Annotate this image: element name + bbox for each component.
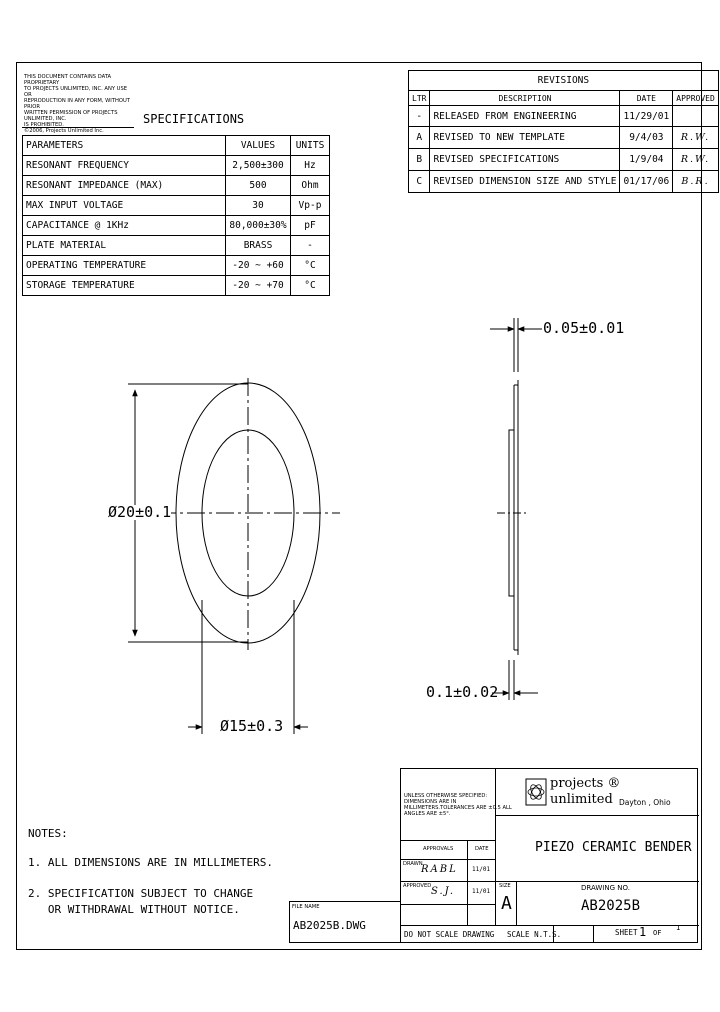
spec-unit: °C: [291, 256, 330, 276]
drawing-no-label: DRAWING NO.: [581, 884, 630, 892]
spec-value: 500: [226, 176, 291, 196]
rev-date: 1/9/04: [620, 149, 673, 171]
spec-parameter: PLATE MATERIAL: [23, 236, 226, 256]
spec-value: BRASS: [226, 236, 291, 256]
note-item: OR WITHDRAWAL WITHOUT NOTICE.: [28, 903, 240, 916]
file-name-label: FILE NAME: [292, 904, 320, 910]
rev-description: REVISED SPECIFICATIONS: [430, 149, 620, 171]
tolerance-line: DIMENSIONS ARE IN: [404, 799, 457, 805]
approved-date: 11/01: [472, 888, 491, 895]
rev-ltr: B: [409, 149, 430, 171]
tolerance-line: MILLIMETERS.TOLERANCES ARE ±0.5 ALL: [404, 805, 512, 811]
of-label: OF: [653, 929, 662, 937]
notice-line: THIS DOCUMENT CONTAINS DATA PROPRIETARY: [24, 74, 112, 86]
notes-title: NOTES:: [28, 827, 68, 840]
notice-line: ©2006, Projects Unlimited Inc.: [24, 128, 104, 134]
spec-value: -20 ~ +60: [226, 256, 291, 276]
inner-diameter-label: Ø15±0.3: [220, 717, 284, 735]
notice-line: TO PROJECTS UNLIMITED, INC. ANY USE OR: [24, 86, 128, 98]
drawn-by: RABL: [421, 864, 458, 875]
outer-diameter-label: Ø20±0.1: [108, 503, 172, 521]
file-name-value: AB2025B.DWG: [293, 919, 366, 932]
title-block: [400, 768, 698, 943]
no-scale-note: DO NOT SCALE DRAWING: [404, 930, 495, 939]
company-name-line2: unlimited: [550, 792, 613, 807]
rev-approved: R.W.: [673, 149, 719, 171]
drawing-no-value: AB2025B: [581, 898, 641, 914]
rev-description: REVISED TO NEW TEMPLATE: [430, 127, 620, 149]
spec-value: 2,500±300: [226, 156, 291, 176]
rev-ltr: A: [409, 127, 430, 149]
scale-label: SCALE N.T.S.: [507, 930, 562, 939]
date-label: DATE: [475, 846, 489, 852]
spec-parameter: CAPACITANCE @ 1KHz: [23, 216, 226, 236]
spec-unit: °C: [291, 276, 330, 296]
rev-header-description: DESCRIPTION: [430, 91, 620, 106]
rev-header-approved: APPROVED: [673, 91, 719, 106]
notice-line: WRITTEN PERMISSION OF PROJECTS UNLIMITED, INC.: [24, 110, 118, 122]
sheet-total: 1: [676, 924, 681, 932]
note-item: 1. ALL DIMENSIONS ARE IN MILLIMETERS.: [28, 856, 274, 869]
approved-label: APPROVED: [403, 883, 432, 889]
spec-unit: -: [291, 236, 330, 256]
spec-unit: Ohm: [291, 176, 330, 196]
tolerance-note: [404, 793, 512, 817]
spec-value: 80,000±30%: [226, 216, 291, 236]
company-location: Dayton , Ohio: [619, 798, 671, 807]
rev-description: RELEASED FROM ENGINEERING: [430, 106, 620, 127]
drawn-date: 11/01: [472, 866, 491, 873]
drawn-label: DRAWN: [403, 861, 423, 867]
rev-header-ltr: LTR: [409, 91, 430, 106]
spec-header-units: UNITS: [291, 136, 330, 156]
rev-ltr: -: [409, 106, 430, 127]
rev-ltr: C: [409, 171, 430, 193]
notice-line: IS PROHIBITED.: [24, 122, 64, 128]
spec-value: -20 ~ +70: [226, 276, 291, 296]
spec-unit: pF: [291, 216, 330, 236]
revisions-title: REVISIONS: [409, 71, 719, 91]
rev-date: 9/4/03: [620, 127, 673, 149]
spec-header-values: VALUES: [226, 136, 291, 156]
spec-unit: Vp-p: [291, 196, 330, 216]
thickness-total-label: 0.05±0.01: [543, 319, 625, 337]
tolerance-line: UNLESS OTHERWISE SPECIFIED:: [404, 793, 488, 799]
tolerance-line: ANGLES ARE ±5°.: [404, 811, 451, 817]
specifications-title: SPECIFICATIONS: [143, 112, 245, 126]
approvals-label: APPROVALS: [423, 846, 454, 852]
spec-parameter: RESONANT FREQUENCY: [23, 156, 226, 176]
spec-parameter: OPERATING TEMPERATURE: [23, 256, 226, 276]
file-name-box: [289, 901, 401, 943]
approved-by: S.J.: [431, 886, 456, 897]
sheet-label: SHEET: [615, 928, 638, 937]
spec-unit: Hz: [291, 156, 330, 176]
size-label: SIZE: [499, 883, 511, 889]
company-name-line1: projects ®: [550, 776, 621, 791]
part-title: PIEZO CERAMIC BENDER: [535, 840, 692, 855]
rev-approved: R.W.: [673, 127, 719, 149]
company-logo-icon: [525, 778, 547, 806]
size-value: A: [501, 893, 512, 914]
spec-parameter: STORAGE TEMPERATURE: [23, 276, 226, 296]
spec-parameter: MAX INPUT VOLTAGE: [23, 196, 226, 216]
rev-date: 11/29/01: [620, 106, 673, 127]
spec-parameter: RESONANT IMPEDANCE (MAX): [23, 176, 226, 196]
spec-value: 30: [226, 196, 291, 216]
rev-description: REVISED DIMENSION SIZE AND STYLE: [430, 171, 620, 193]
rev-header-date: DATE: [620, 91, 673, 106]
rev-date: 01/17/06: [620, 171, 673, 193]
sheet-number: 1: [639, 925, 647, 939]
thickness-plate-label: 0.1±0.02: [426, 683, 499, 701]
spec-header-parameters: PARAMETERS: [23, 136, 226, 156]
note-item: 2. SPECIFICATION SUBJECT TO CHANGE: [28, 887, 254, 900]
rev-approved: B.R.: [673, 171, 719, 193]
notice-line: REPRODUCTION IN ANY FORM, WITHOUT PRIOR: [24, 98, 130, 110]
